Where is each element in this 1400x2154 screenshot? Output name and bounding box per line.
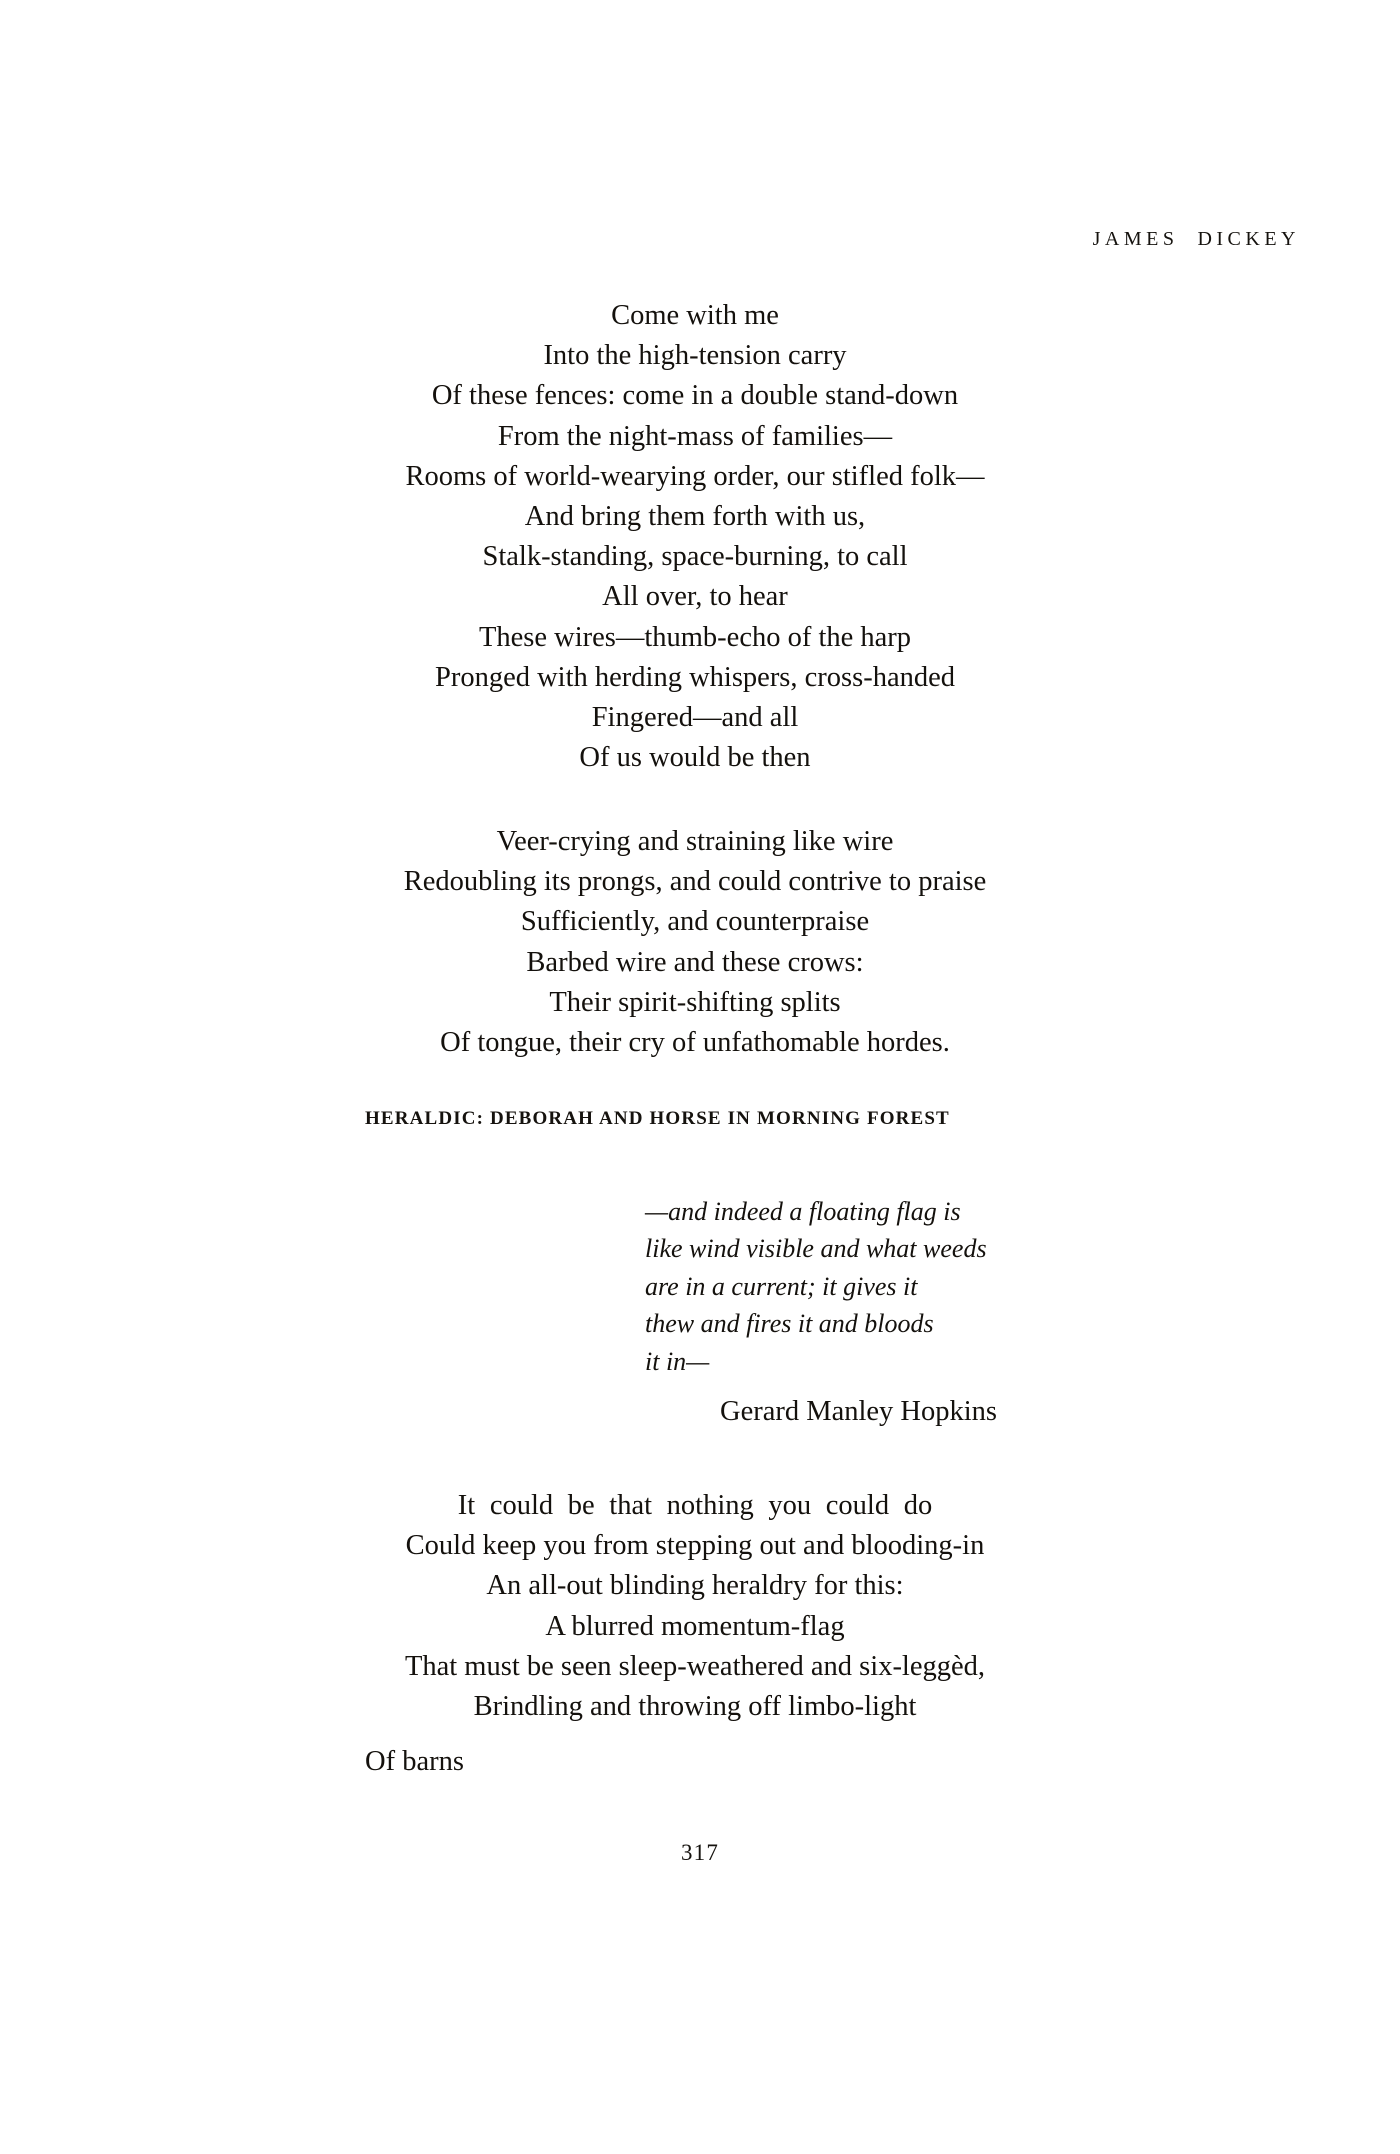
verse-line: Stalk-standing, space-burning, to call [482, 541, 908, 573]
verse-line: All over, to hear [602, 581, 788, 613]
poem-title: HERALDIC: DEBORAH AND HORSE IN MORNING FOREST [365, 1108, 950, 1129]
poem-two-stanza [0, 1486, 1400, 1727]
epigraph-attribution: Gerard Manley Hopkins [720, 1396, 998, 1428]
verse-line: Of these fences: come in a double stand-down [431, 380, 959, 412]
verse-line: Of us would be then [579, 742, 811, 774]
epigraph-line: thew and fires it and bloods [645, 1309, 934, 1339]
epigraph-line: are in a current; it gives it [645, 1271, 918, 1301]
verse-line: Sufficiently, and counterpraise [520, 906, 870, 938]
running-head: JAMES DICKEY [1092, 228, 1300, 250]
verse-line: A blurred momentum-flag [545, 1610, 845, 1642]
epigraph-line: it in— [645, 1346, 710, 1376]
epigraph-line: like wind visible and what weeds [645, 1234, 987, 1264]
verse-line: Come with me [611, 300, 779, 331]
verse-line: An all-out blinding heraldry for this: [486, 1570, 904, 1602]
verse-line: That must be seen sleep-weathered and six-leggèd, [404, 1650, 986, 1682]
verse-line: Their spirit-shifting splits [549, 986, 841, 1018]
verse-line: Of tongue, their cry of unfathomable hordes. [440, 1027, 950, 1059]
stanza-one [0, 296, 1400, 778]
stanza-two [0, 822, 1400, 1063]
hanging-line: Of barns [365, 1746, 464, 1777]
verse-line: From the night-mass of families— [497, 420, 893, 452]
epigraph-line: —and indeed a floating flag is [645, 1197, 961, 1226]
verse-line: Barbed wire and these crows: [526, 946, 864, 978]
verse-line: It could be that nothing you could do [457, 1490, 933, 1521]
verse-line: Brindling and throwing off limbo-light [473, 1691, 917, 1723]
verse-line: Could keep you from stepping out and blooding-in [405, 1530, 985, 1562]
verse-line: Rooms of world-wearying order, our stifled folk— [405, 460, 985, 492]
verse-line: And bring them forth with us, [524, 501, 866, 533]
verse-line: These wires—thumb-echo of the harp [478, 621, 912, 653]
verse-line: Into the high-tension carry [543, 340, 847, 372]
verse-line: Veer-crying and straining like wire [496, 826, 894, 857]
verse-line: Fingered—and all [591, 702, 799, 734]
verse-line: Redoubling its prongs, and could contrive to praise [403, 866, 987, 898]
page-number: 317 [680, 1840, 720, 1865]
verse-line: Pronged with herding whispers, cross-handed [434, 661, 956, 693]
epigraph [645, 1193, 1205, 1431]
